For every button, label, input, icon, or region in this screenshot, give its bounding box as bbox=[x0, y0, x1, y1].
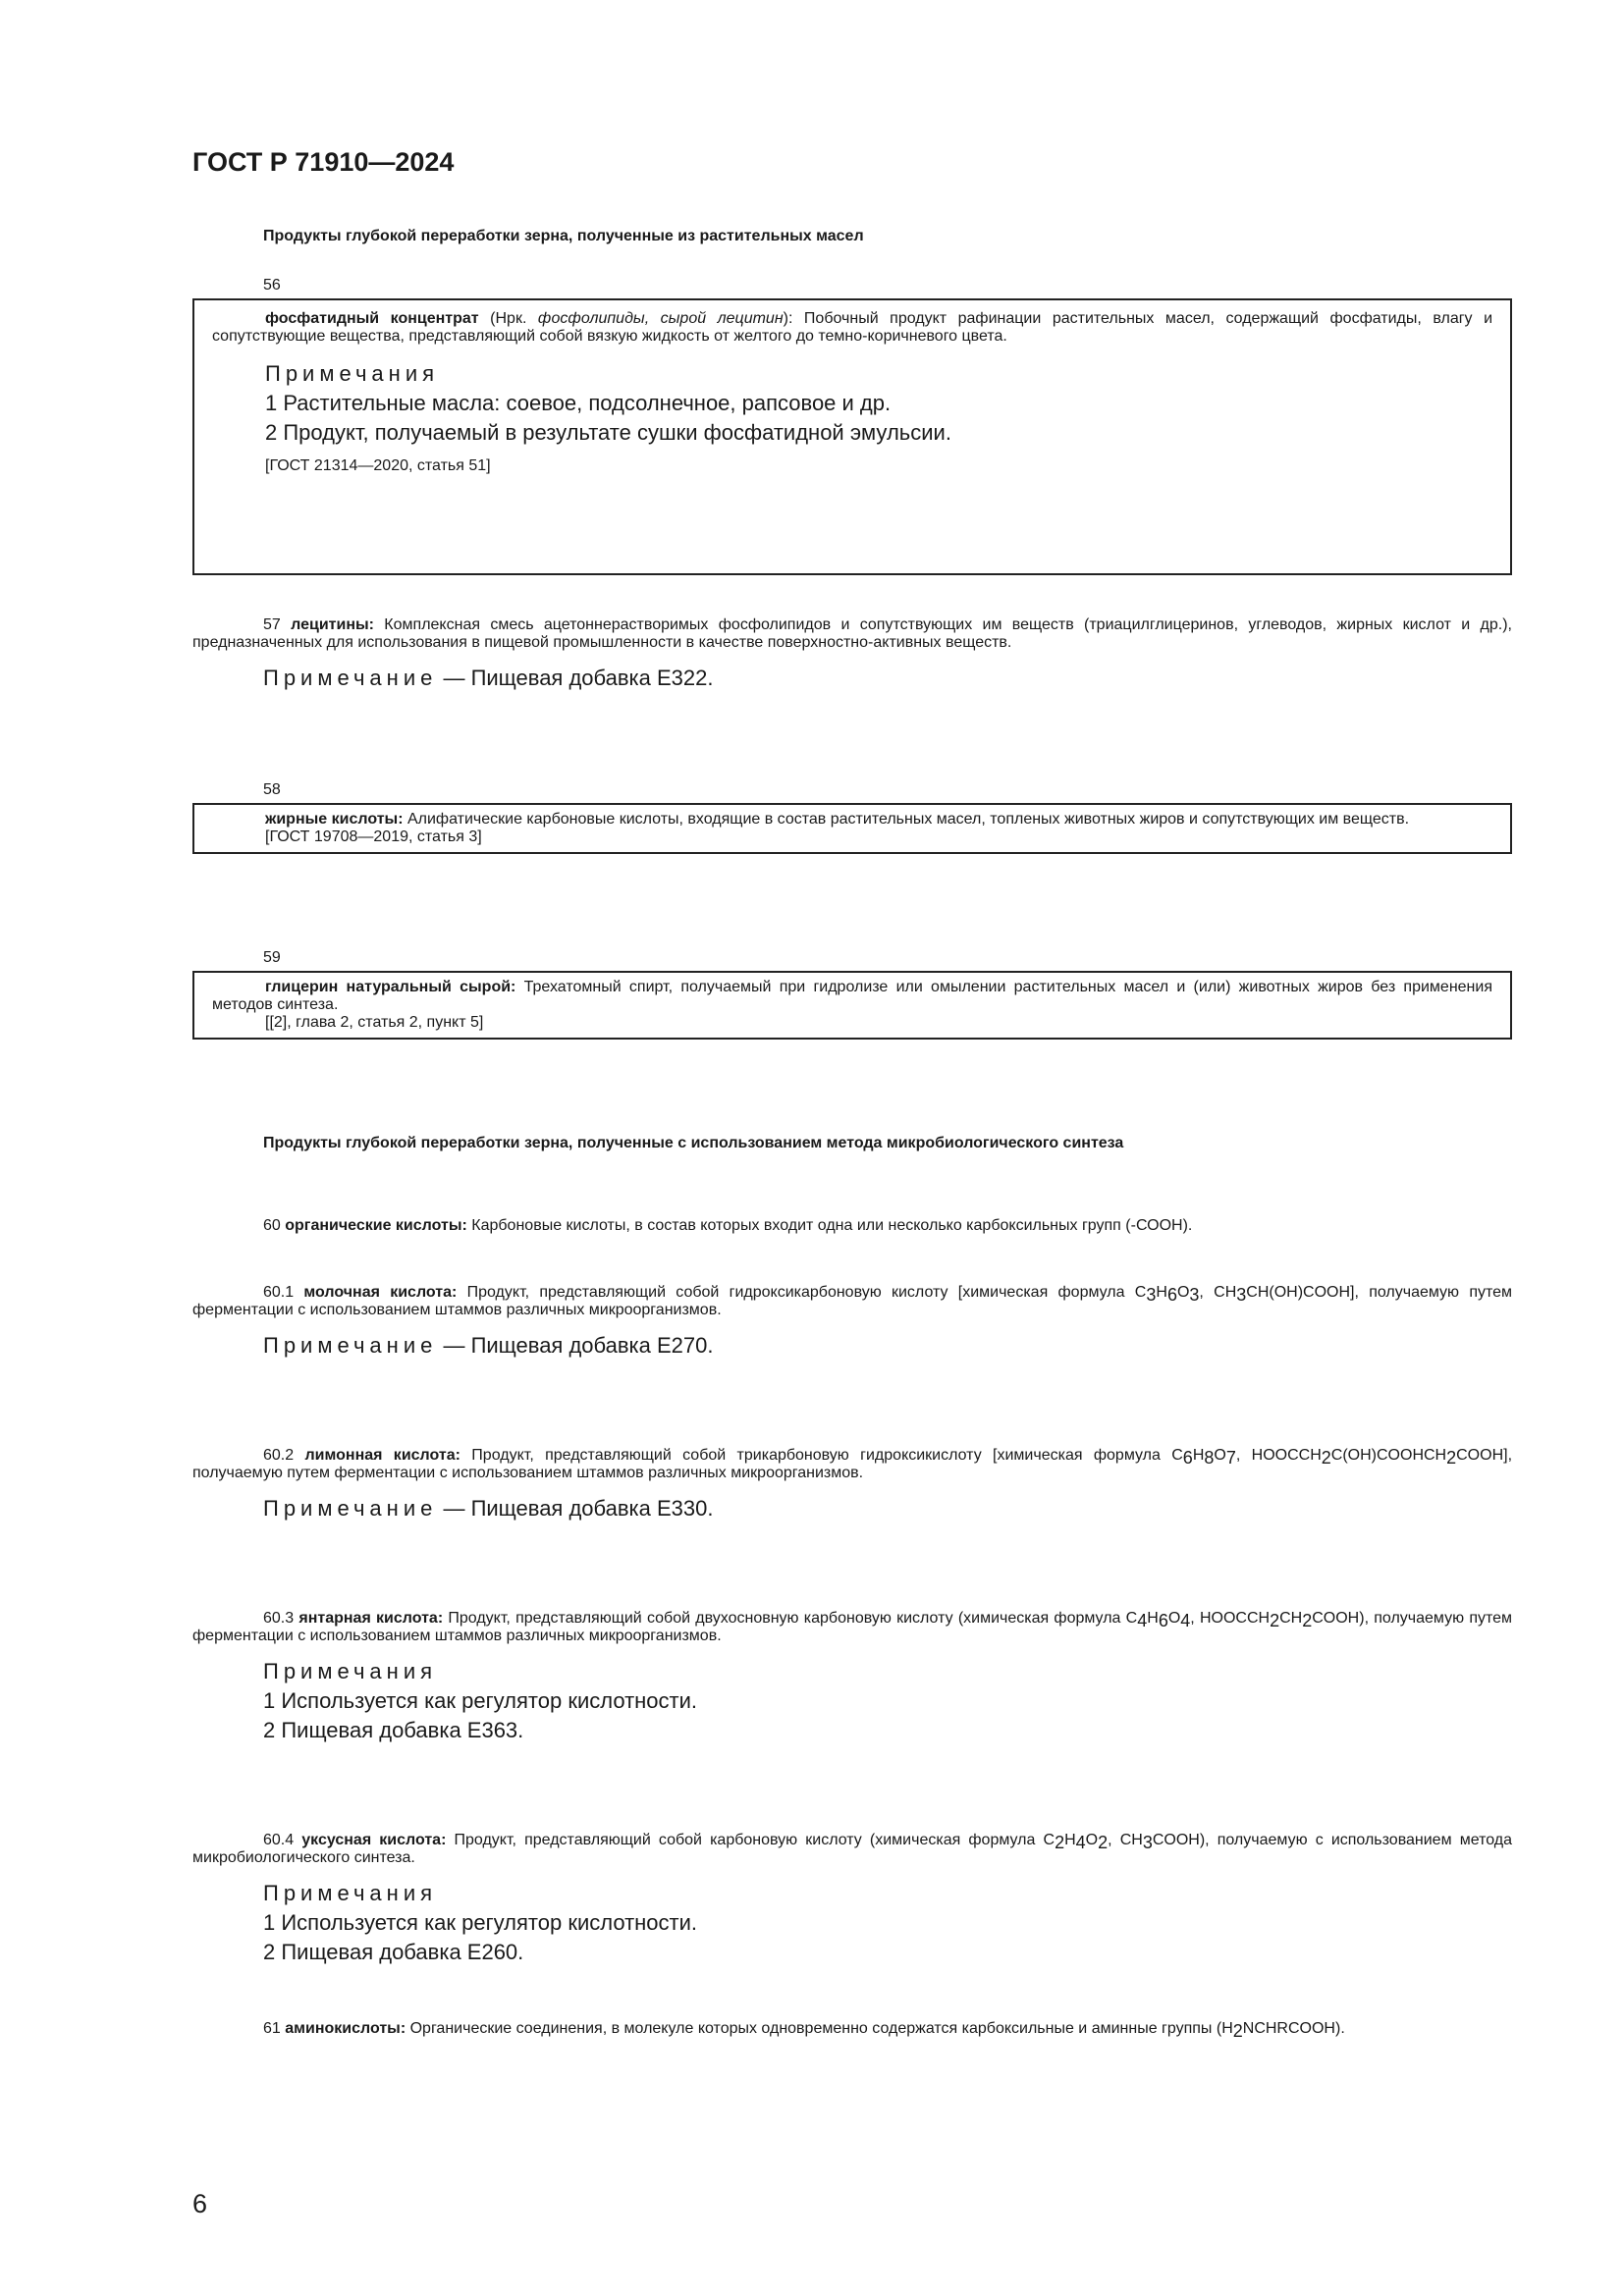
term-60-4: 60.4 уксусная кислота: Продукт, представляющий собой карбоновую кислоту (химическая формула $C_2H_4O_2$, $CH_3COOH$), получаемую с использованием метода микробиологического синтеза. Примечания 1 Используется как регулятор кислотности. 2 Пищевая добавка Е260. bbox=[192, 1832, 1512, 1967]
term-number: 56 bbox=[263, 277, 281, 294]
note: Примечание — Пищевая добавка Е270. bbox=[263, 1333, 714, 1358]
notes-label: Примечания bbox=[265, 361, 440, 386]
note-item: 2 Пищевая добавка Е260. bbox=[263, 1940, 524, 1964]
term-name: жирные кислоты: bbox=[265, 811, 404, 828]
term-box: жирные кислоты: Алифатические карбоновые кислоты, входящие в состав растительных масел, топленых животных жиров и сопутствующих им веществ. [ГОСТ 19708—2019, статья 3] bbox=[192, 803, 1512, 854]
note: Примечание — Пищевая добавка Е322. bbox=[263, 666, 714, 690]
term-name: лецитины: bbox=[291, 616, 374, 633]
term-name: молочная кислота: bbox=[303, 1284, 458, 1301]
term-61: 61 аминокислоты: Органические соединения, в молекуле которых одновременно содержатся карбоксильные и аминные группы $(H_2NCHRCOOH)$. bbox=[263, 2020, 1345, 2042]
term-box: фосфатидный концентрат (Нрк. фосфолипиды, сырой лецитин): Побочный продукт рафинации растительных масел, содержащий фосфатиды, влагу и сопутствующие вещества, представляющий собой вязкую жидкость от желтого до темно-коричневого цвета. Примечания 1 Растительные масла: соевое, подсолнечное, рапсовое и др. 2 Продукт, получаемый в результате сушки фосфатидной эмульсии. [ГОСТ 21314—2020, статья 51] bbox=[192, 298, 1512, 575]
term-number: 59 bbox=[263, 949, 281, 966]
note-item: 1 Растительные масла: соевое, подсолнечное, рапсовое и др. bbox=[265, 391, 892, 415]
term-57: 57 лецитины: Комплексная смесь ацетоннерастворимых фосфолипидов и сопутствующих им веществ (триацилглицеринов, углеводов, жирных кислот и др.), предназначенных для использования в пищевой промышленности в качестве поверхностно-активных веществ. Примечание — Пищевая добавка Е322. bbox=[192, 616, 1512, 693]
term-source: [[2], глава 2, статья 2, пункт 5] bbox=[265, 1014, 484, 1031]
term-name: лимонная кислота: bbox=[304, 1447, 460, 1464]
term-60-3: 60.3 янтарная кислота: Продукт, представляющий собой двухосновную карбоновую кислоту (химическая формула $C_4H_6O_4$, $HOOCCH_2CH_2COOH$), получаемую путем ферментации с использованием штаммов различных микроорганизмов. Примечания 1 Используется как регулятор кислотности. 2 Пищевая добавка Е363. bbox=[192, 1610, 1512, 1745]
term-name: глицерин натуральный сырой: bbox=[265, 979, 516, 995]
term-source: [ГОСТ 19708—2019, статья 3] bbox=[265, 828, 482, 845]
note-item: 1 Используется как регулятор кислотности. bbox=[263, 1688, 698, 1713]
note: Примечание — Пищевая добавка Е330. bbox=[263, 1496, 714, 1521]
term-source: [ГОСТ 21314—2020, статья 51] bbox=[265, 457, 491, 474]
term-56 bbox=[192, 277, 1512, 575]
notes-label: Примечания bbox=[263, 1659, 438, 1683]
term-59 bbox=[192, 949, 1512, 1040]
section-title-vegetable-oils: Продукты глубокой переработки зерна, полученные из растительных масел bbox=[263, 228, 864, 244]
note-item: 2 Пищевая добавка Е363. bbox=[263, 1718, 524, 1742]
term-58 bbox=[192, 781, 1512, 854]
note-item: 2 Продукт, получаемый в результате сушки фосфатидной эмульсии. bbox=[265, 420, 951, 445]
term-60: 60 органические кислоты: Карбоновые кислоты, в состав которых входит одна или несколько карбоксильных групп (-СООН). bbox=[263, 1217, 1193, 1234]
term-box: глицерин натуральный сырой: Трехатомный спирт, получаемый при гидролизе или омылении растительных масел и (или) животных жиров без применения методов синтеза. [[2], глава 2, статья 2, пункт 5] bbox=[192, 971, 1512, 1040]
term-name: аминокислоты: bbox=[285, 2020, 406, 2037]
note-item: 1 Используется как регулятор кислотности. bbox=[263, 1910, 698, 1935]
term-name: фосфатидный концентрат bbox=[265, 310, 479, 327]
document-header: ГОСТ Р 71910—2024 bbox=[192, 147, 455, 177]
term-60-2: 60.2 лимонная кислота: Продукт, представляющий собой трикарбоновую гидроксикислоту [химическая формула $C_6H_8O_7$, $HOOCCH_2C(OH)COOHCH_2COOH$], получаемую путем ферментации с использованием штаммов различных микроорганизмов. Примечание — Пищевая добавка Е330. bbox=[192, 1447, 1512, 1523]
term-60-1: 60.1 молочная кислота: Продукт, представляющий собой гидроксикарбоновую кислоту [химическая формула $C_3H_6O_3$, $CH_3CH(OH)COOH$], получаемую путем ферментации с использованием штаммов различных микроорганизмов. Примечание — Пищевая добавка Е270. bbox=[192, 1284, 1512, 1361]
page-number: 6 bbox=[192, 2189, 208, 2218]
term-name: янтарная кислота: bbox=[298, 1610, 444, 1627]
section-title-microbiological: Продукты глубокой переработки зерна, полученные с использованием метода микробиологического синтеза bbox=[263, 1135, 1124, 1151]
term-name: органические кислоты: bbox=[285, 1217, 467, 1234]
term-number: 58 bbox=[263, 781, 281, 798]
notes-label: Примечания bbox=[263, 1881, 438, 1905]
term-name: уксусная кислота: bbox=[301, 1832, 447, 1848]
